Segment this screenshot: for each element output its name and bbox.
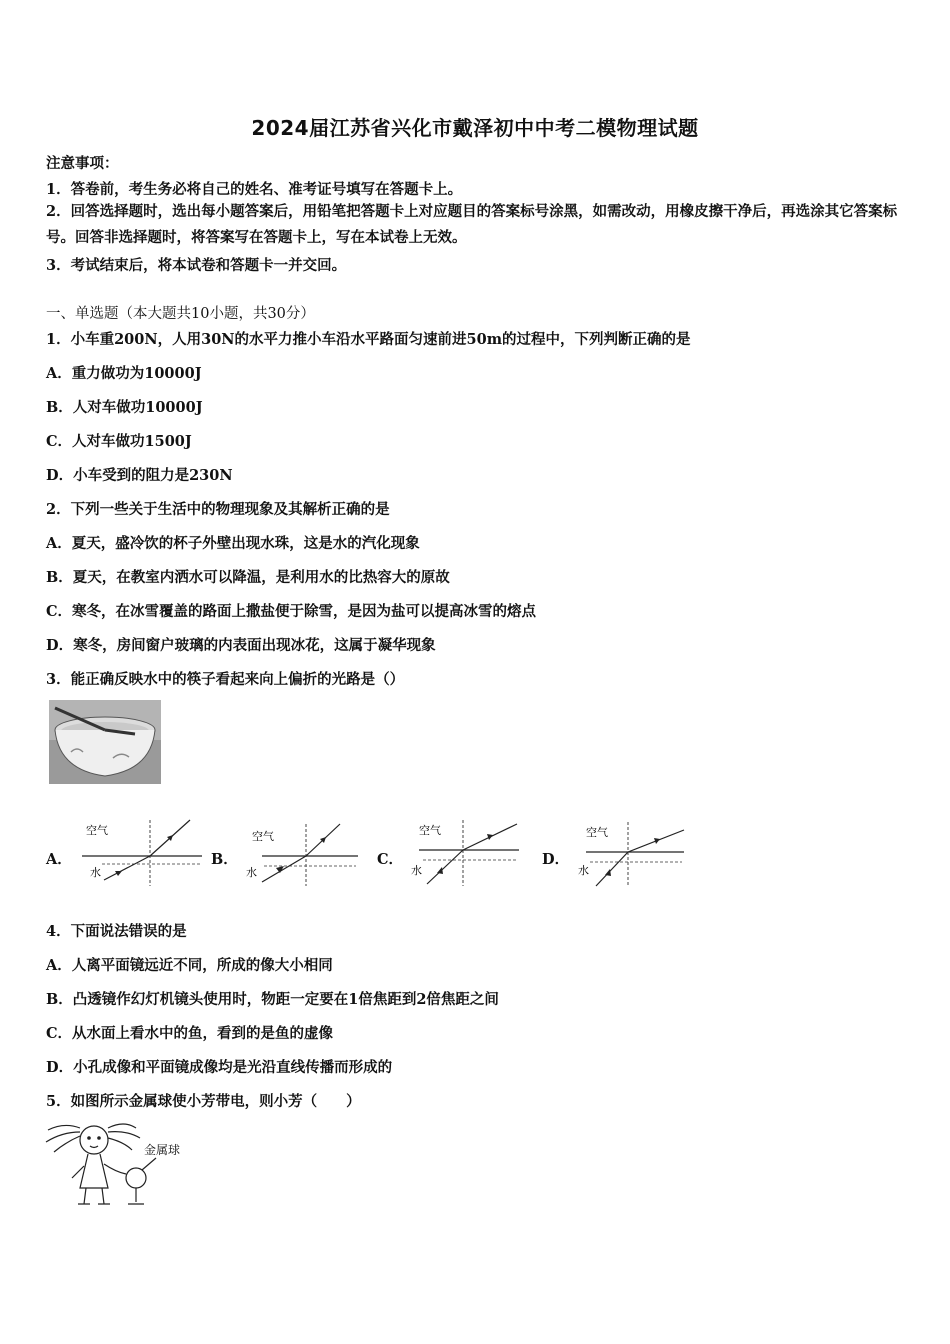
air-label: 空气 — [586, 826, 608, 839]
q4-option-a: A．人离平面镜远近不同，所成的像大小相同 — [46, 957, 333, 974]
section-heading: 一、单选题（本大题共10小题，共30分） — [46, 306, 315, 322]
water-label: 水 — [578, 864, 589, 877]
water-label: 水 — [90, 866, 101, 879]
girl-metal-ball-image — [44, 1118, 204, 1210]
air-label: 空气 — [419, 824, 441, 837]
q3-option-c-label: C． — [377, 851, 404, 868]
q2-stem: 2．下列一些关于生活中的物理现象及其解析正确的是 — [46, 501, 390, 518]
notice-item-3: 3．考试结束后，将本试卷和答题卡一并交回。 — [46, 257, 347, 274]
q3-diagram-c — [405, 818, 525, 888]
q4-stem: 4．下面说法错误的是 — [46, 923, 187, 940]
q1-option-b: B．人对车做功10000J — [46, 399, 203, 416]
q3-option-d-label: D． — [542, 851, 570, 868]
q5-stem: 5．如图所示金属球使小芳带电，则小芳（ ） — [46, 1093, 361, 1110]
notice-item-2: 2．回答选择题时，选出每小题答案后，用铅笔把答题卡上对应题目的答案标号涂黑，如需改动，用橡皮擦干净后，再选涂其它答案标号。回答非选择题时，将答案写在答题卡上，写在本试卷上无效。 — [46, 203, 898, 246]
q3-diagram-d — [572, 818, 692, 888]
q2-option-d: D．寒冬，房间窗户玻璃的内表面出现冰花，这属于凝华现象 — [46, 637, 436, 654]
notice-heading: 注意事项： — [46, 155, 119, 172]
q2-option-a: A．夏天，盛冷饮的杯子外壁出现水珠，这是水的汽化现象 — [46, 535, 420, 552]
q3-option-a-label: A． — [46, 851, 72, 868]
q1-stem: 1．小车重200N，人用30N的水平力推小车沿水平路面匀速前进50m的过程中，下列判断正确的是 — [46, 331, 691, 348]
notice-item-1: 1．答卷前，考生务必将自己的姓名、准考证号填写在答题卡上。 — [46, 181, 463, 198]
bowl-chopstick-image — [49, 700, 161, 784]
q2-option-c: C．寒冬，在冰雪覆盖的路面上撒盐便于除雪，是因为盐可以提高冰雪的熔点 — [46, 603, 537, 620]
q4-option-b: B．凸透镜作幻灯机镜头使用时，物距一定要在1倍焦距到2倍焦距之间 — [46, 991, 499, 1008]
air-label: 空气 — [86, 824, 108, 837]
q1-option-d: D．小车受到的阻力是230N — [46, 467, 233, 484]
page-title: 2024届江苏省兴化市戴泽初中中考二模物理试题 — [251, 116, 699, 140]
water-label: 水 — [246, 866, 257, 879]
q1-option-a: A．重力做功为10000J — [46, 365, 202, 382]
q4-option-d: D．小孔成像和平面镜成像均是光沿直线传播而形成的 — [46, 1059, 393, 1076]
water-label: 水 — [411, 864, 422, 877]
metal-ball-label: 金属球 — [144, 1143, 181, 1157]
q1-option-c: C．人对车做功1500J — [46, 433, 192, 450]
air-label: 空气 — [252, 830, 274, 843]
q2-option-b: B．夏天，在教室内洒水可以降温，是利用水的比热容大的原故 — [46, 569, 450, 586]
q3-stem: 3．能正确反映水中的筷子看起来向上偏折的光路是（） — [46, 671, 405, 688]
q3-diagram-b — [240, 818, 360, 888]
q3-option-b-label: B． — [211, 851, 238, 868]
q4-option-c: C．从水面上看水中的鱼，看到的是鱼的虚像 — [46, 1025, 334, 1042]
q3-diagram-a — [82, 818, 202, 888]
